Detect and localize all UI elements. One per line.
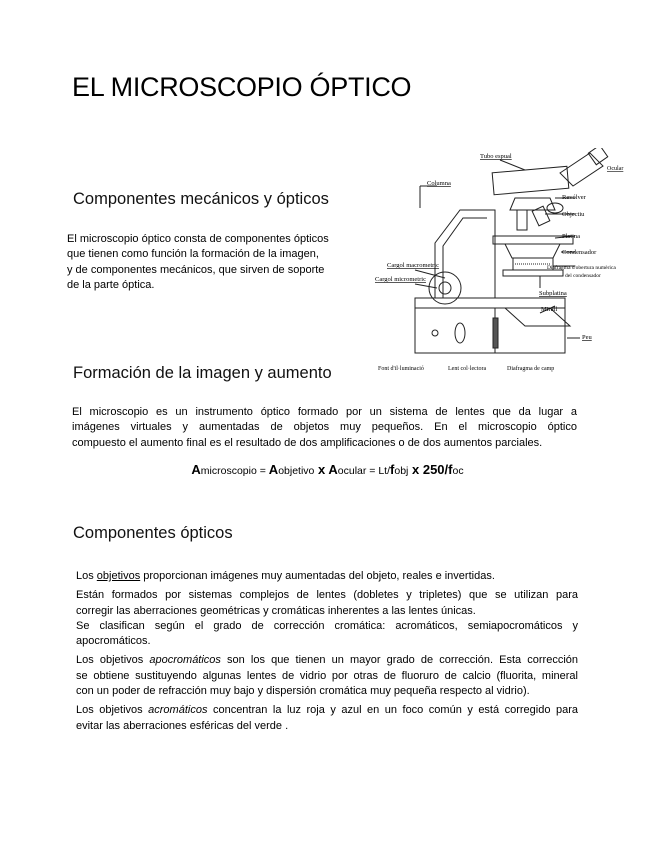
text-line: corregir las aberraciones geométricas y cromáticas inherentes a las lentes únicas.	[76, 604, 476, 617]
text-line: imágenes virtuales y aumentadas de objetos muy pequeños. En el microscopio óptico	[72, 421, 577, 434]
text-line: de la parte óptica.	[67, 278, 155, 291]
text-run: son los que tienen un mayor grado de corrección. Esta corrección	[220, 654, 579, 667]
text-line	[76, 653, 578, 668]
label-diafragma-1: Diafragma d'obertura numèrica	[547, 265, 616, 271]
condenser	[505, 244, 560, 258]
text-run: proporcionan imágenes muy aumentadas del objeto, reales e invertidas.	[140, 570, 495, 582]
label-diafragma-2: del condensador	[565, 273, 601, 279]
label-mirall: Mirall	[541, 306, 558, 313]
label-tubo: Tubo espual	[480, 153, 512, 160]
objectives-link[interactable]: objetivos	[96, 570, 141, 582]
label-objectiu: Objectiu	[562, 211, 585, 218]
formula-op: x	[314, 462, 329, 477]
label-revolver: Revólver	[562, 194, 586, 201]
text-line: con un poder de refracción muy bajo y dispersión cromática muy pequeña respecto al vidrio).	[76, 685, 530, 698]
text-line	[76, 703, 578, 718]
text-run: concentran la luz roja y azul en un foco común y está corregido para	[207, 704, 578, 717]
label-cargol-macro: Cargol macrometric	[387, 262, 440, 269]
collector-lens	[455, 323, 465, 343]
section-optical-content	[76, 569, 578, 734]
formula-sub: obj	[394, 465, 409, 477]
mirror	[505, 308, 570, 326]
magnification-formula	[0, 462, 655, 477]
revolver	[510, 198, 555, 210]
text-run: Los objetivos	[76, 654, 150, 667]
section-heading-optical: Componentes ópticos	[73, 524, 233, 542]
formula-op: = Lt/	[366, 465, 391, 477]
text-run: Los	[76, 570, 97, 582]
label-lent: Lent col·lectora	[448, 366, 487, 372]
text-line: evitar las aberraciones esféricas del verde .	[76, 719, 289, 732]
formula-op: x	[408, 462, 423, 477]
formula-number: 250/	[422, 462, 449, 477]
text-line: se obtiene sustituyendo algunas lentes de vidrio por otras de fluoruro de calcio (fluorita, mineral	[76, 669, 578, 682]
label-subplatina: Subplatina	[539, 290, 567, 297]
formula-symbol: A	[268, 462, 279, 477]
label-font: Font d'il·luminació	[378, 366, 424, 372]
section-heading-formation: Formación de la imagen y aumento	[73, 364, 332, 382]
text-line: que tienen como función la formación de la imagen,	[67, 248, 319, 261]
microscope-diagram	[375, 148, 650, 376]
label-peu: Peu	[582, 334, 592, 341]
section-heading-mechanical: Componentes mecánicos y ópticos	[73, 190, 329, 208]
formula-symbol: A	[328, 462, 338, 477]
ocular-tube	[560, 153, 603, 186]
paragraph-structure	[76, 588, 578, 619]
text-line: Están formados por sistemas complejos de lentes (dobletes y tripletes) que se utilizan para	[76, 589, 578, 602]
section-formation-paragraph	[72, 405, 577, 451]
microscope-illustration	[375, 148, 650, 376]
formula-sub: ocular	[337, 465, 367, 477]
label-condensador: Condensador	[562, 249, 597, 256]
emphasis: acromáticos	[148, 704, 208, 717]
paragraph-apochromatic	[76, 653, 578, 699]
formula-sub: objetivo	[278, 465, 315, 477]
text-line: Se clasifican según el grado de corrección cromática: acromáticos, semiapocromáticos y	[76, 619, 578, 632]
paragraph-achromatic	[76, 703, 578, 734]
text-line: El microscopio es un instrumento óptico formado por un sistema de lentes que da lugar a	[72, 406, 577, 418]
microscope-tube	[492, 166, 569, 194]
page-title: EL MICROSCOPIO ÓPTICO	[72, 72, 412, 102]
label-ocular: Ocular	[607, 166, 624, 172]
light-source	[432, 330, 438, 336]
formula-sub: oc	[452, 465, 464, 477]
microscope-arm	[435, 210, 495, 298]
text-run: Los objetivos	[76, 704, 149, 717]
formula-symbol: f	[390, 462, 395, 477]
section-mechanical-paragraph	[67, 232, 357, 293]
formula-op: =	[256, 465, 269, 477]
field-diaphragm	[493, 318, 498, 348]
objective-lens	[517, 210, 527, 230]
emphasis: apocromáticos	[149, 654, 221, 667]
text-line: El microscopio óptico consta de componentes ópticos	[67, 233, 329, 245]
coarse-focus-knob	[429, 272, 461, 304]
text-line: compuesto el aumento final es el resultado de dos amplificaciones o de dos aumentos parciales.	[72, 436, 543, 449]
text-line: y de componentes mecánicos, que sirven de soporte	[67, 263, 325, 276]
formula-symbol: A	[191, 462, 201, 477]
label-platina: Platina	[562, 233, 581, 240]
label-columna: Columna	[427, 180, 451, 187]
text-line: apocromáticos.	[76, 635, 151, 648]
paragraph-objectives	[76, 569, 578, 584]
formula-sub: microscopio	[200, 465, 257, 477]
label-cargol-micro: Cargol micrometric	[375, 276, 426, 283]
paragraph-classification	[76, 619, 578, 650]
formula-symbol: f	[448, 462, 453, 477]
label-diafragma-camp: Diafragma de camp	[507, 366, 555, 372]
